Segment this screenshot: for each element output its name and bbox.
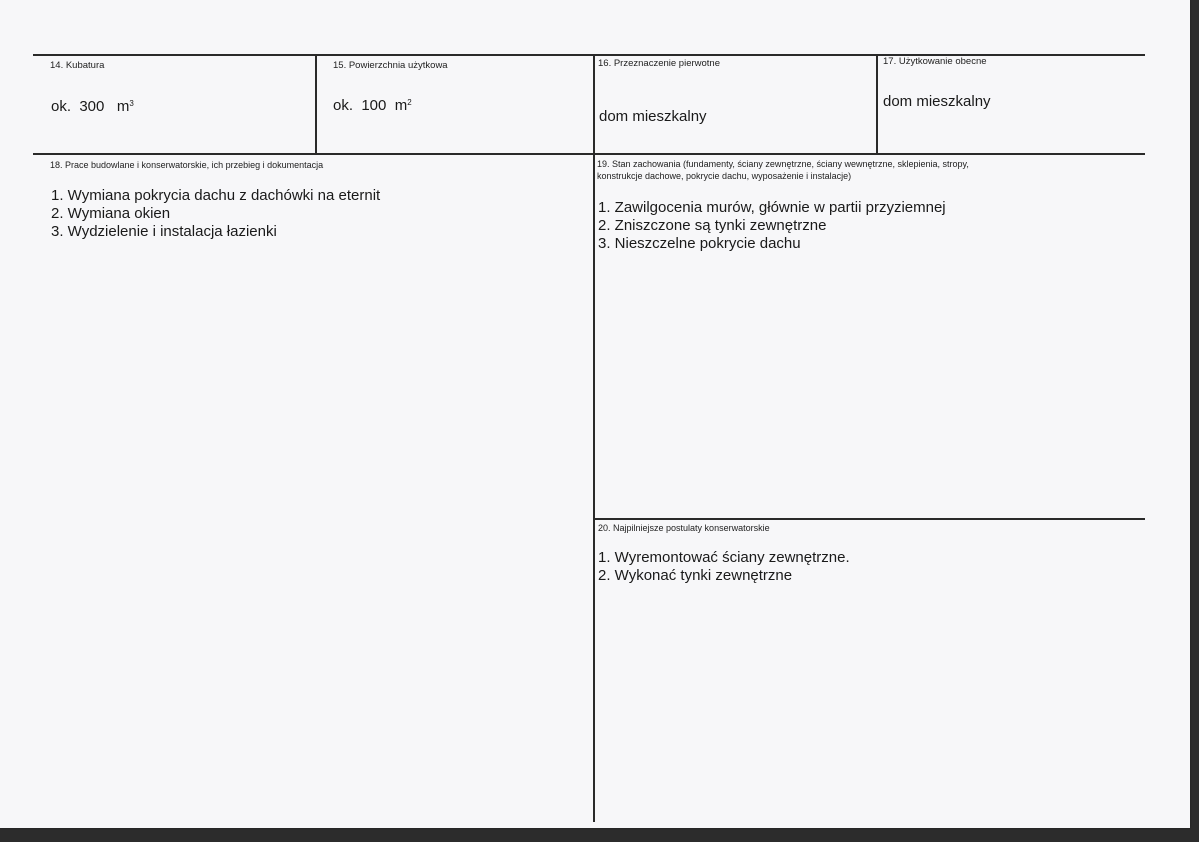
uzytkowanie-value: dom mieszkalny	[883, 93, 991, 110]
list-item: 1. Wyremontować ściany zewnętrzne.	[598, 549, 850, 566]
prace-label: 18. Prace budowlane i konserwatorskie, ich przebieg i dokumentacja	[50, 160, 324, 170]
kubatura-label: 14. Kubatura	[50, 60, 105, 71]
list-item: 2. Wymiana okien	[51, 205, 171, 222]
row-divider-line	[33, 153, 1145, 155]
przeznaczenie-label: 16. Przeznaczenie pierwotne	[598, 58, 720, 69]
list-item: 2. Zniszczone są tynki zewnętrzne	[598, 217, 827, 234]
prace-list	[51, 187, 380, 241]
list-item: 1. Zawilgocenia murów, głównie w partii przyziemnej	[598, 199, 946, 216]
powierzchnia-value	[333, 97, 412, 115]
uzytkowanie-label: 17. Użytkowanie obecne	[883, 56, 987, 67]
stan-label-line-2: konstrukcje dachowe, pokrycie dachu, wyposażenie i instalacje)	[597, 171, 852, 181]
section-20-divider-line	[593, 518, 1145, 520]
przeznaczenie-value: dom mieszkalny	[599, 108, 707, 125]
col-divider-3	[876, 54, 878, 154]
kubatura-unit-exponent: 3	[129, 99, 134, 108]
list-item: 3. Nieszczelne pokrycie dachu	[598, 235, 801, 252]
kubatura-value-text: ok. 300 m	[51, 98, 130, 115]
stan-label-line-1: 19. Stan zachowania (fundamenty, ściany zewnętrzne, ściany wewnętrzne, sklepienia, stropy,	[597, 159, 969, 169]
list-item: 1. Wymiana pokrycia dachu z dachówki na eternit	[51, 187, 381, 204]
powierzchnia-unit-exponent: 2	[407, 98, 412, 107]
stan-list	[598, 199, 946, 253]
col-divider-1	[315, 54, 317, 154]
powierzchnia-value-text: ok. 100 m	[333, 97, 408, 114]
kubatura-value	[51, 98, 134, 116]
list-item: 2. Wykonać tynki zewnętrzne	[598, 567, 793, 584]
postulaty-list	[598, 549, 850, 585]
col-divider-2	[593, 54, 595, 822]
powierzchnia-label: 15. Powierzchnia użytkowa	[333, 60, 448, 71]
postulaty-label: 20. Najpilniejsze postulaty konserwatorskie	[598, 523, 770, 533]
list-item: 3. Wydzielenie i instalacja łazienki	[51, 223, 277, 240]
